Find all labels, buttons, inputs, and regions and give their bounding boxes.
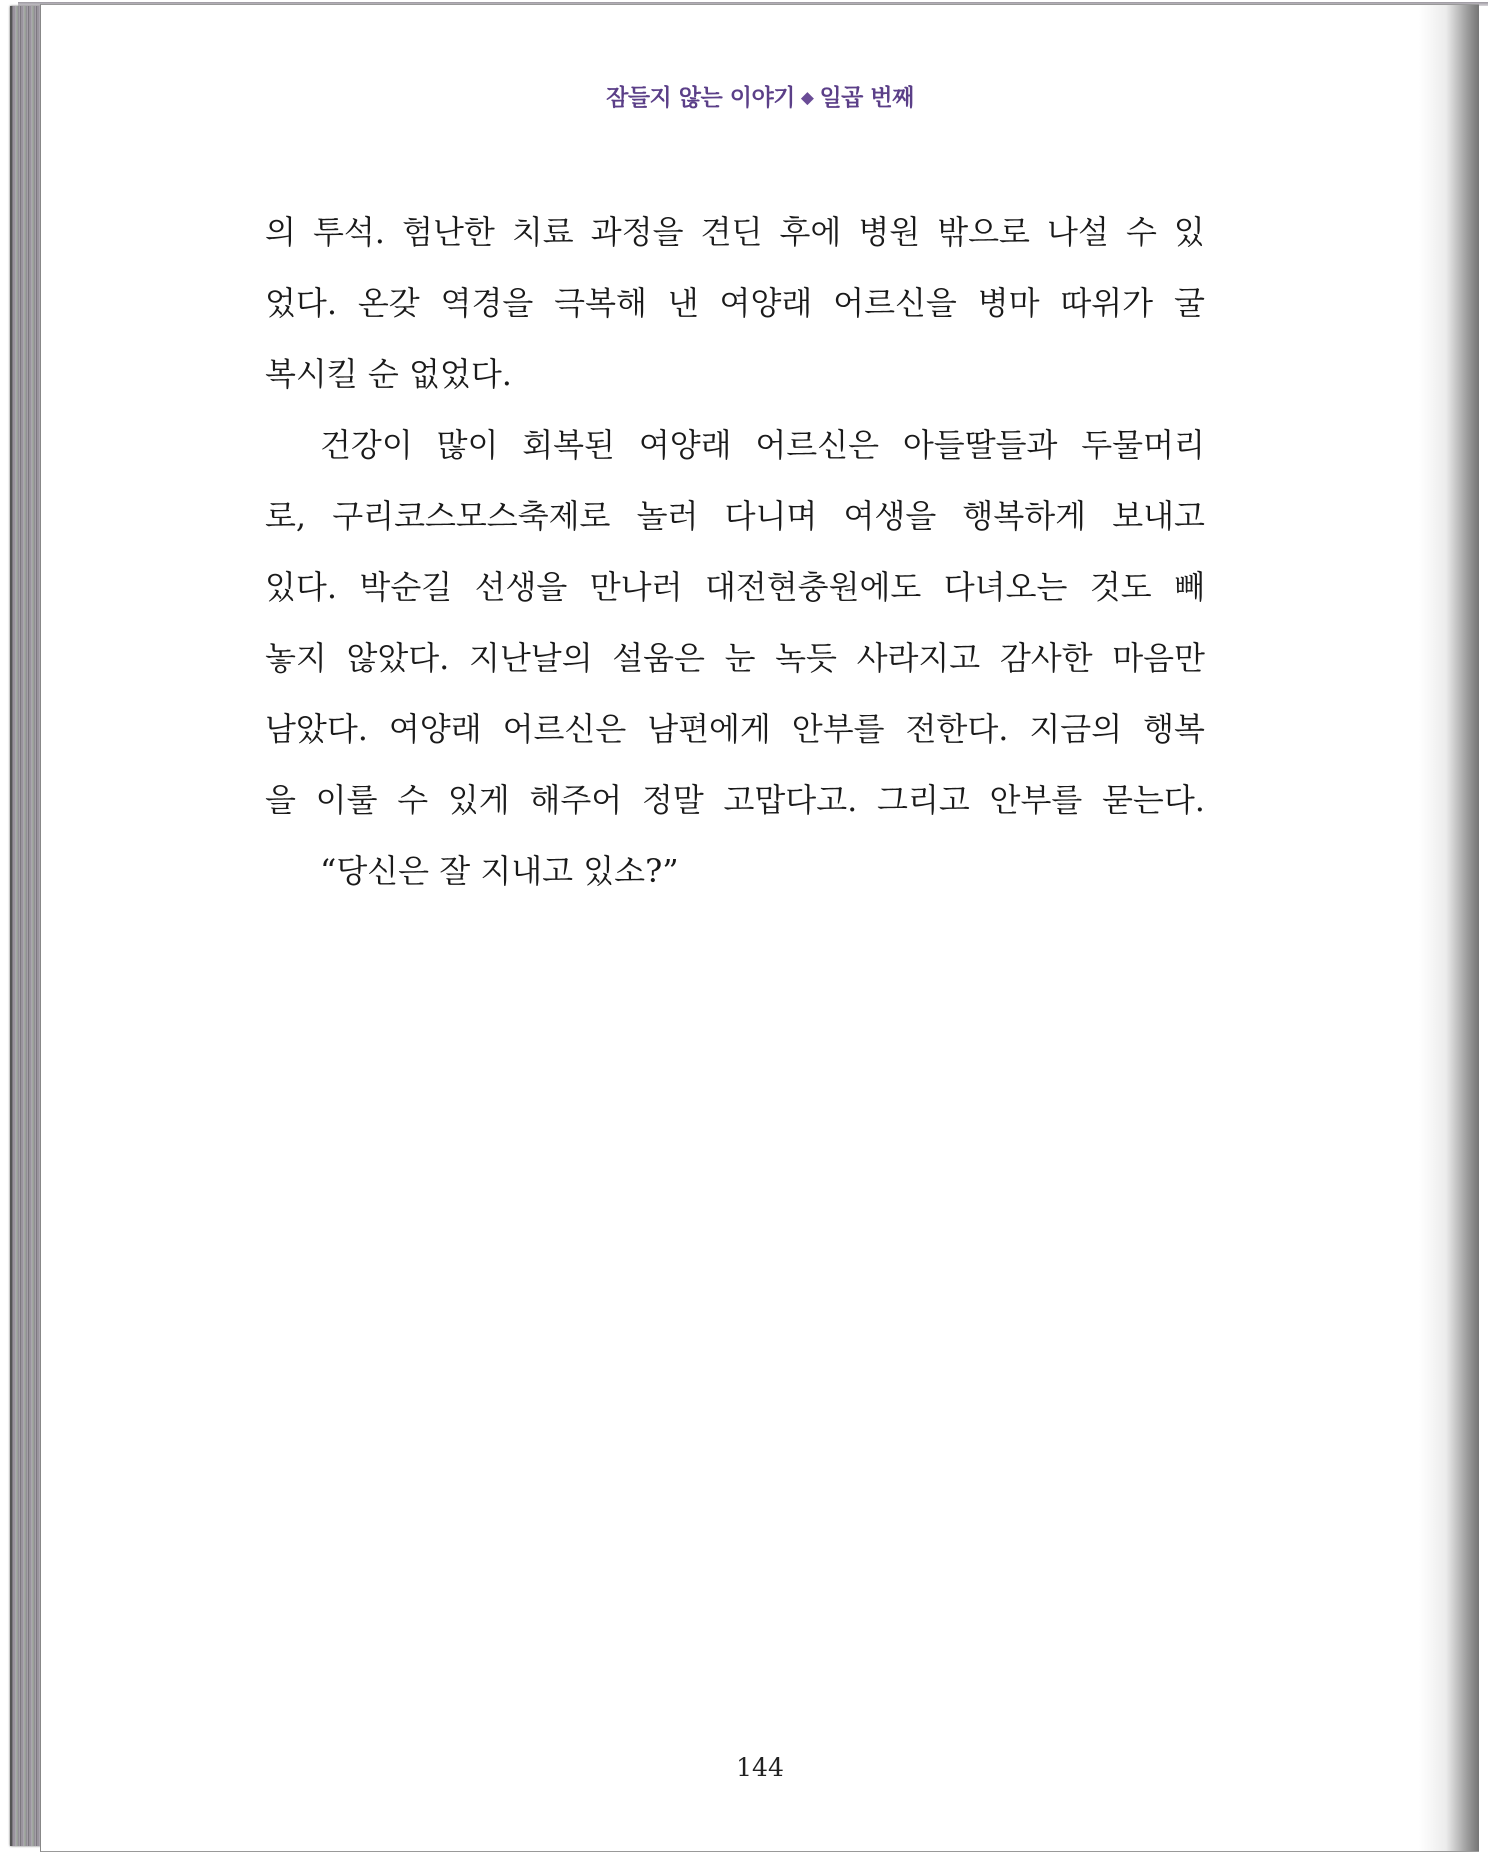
word: 과정을 — [590, 213, 684, 251]
word: 여생을 — [843, 497, 937, 535]
word: 을 — [265, 781, 296, 819]
word: 녹듯 — [775, 639, 837, 677]
word: 두물머리 — [1081, 426, 1205, 464]
word: 보내고 — [1112, 497, 1205, 535]
running-head — [41, 79, 1479, 112]
word: 수 — [397, 781, 429, 819]
word: 어르신을 — [833, 284, 957, 322]
word: 투석. — [312, 213, 385, 251]
word: 역경을 — [440, 284, 534, 322]
diamond-separator-icon: ◆ — [800, 88, 814, 108]
word: 것도 — [1089, 568, 1152, 606]
word: 많이 — [436, 426, 499, 464]
word: 빼 — [1174, 568, 1205, 606]
word: 없었다. — [409, 355, 512, 393]
word: 그리고 — [877, 781, 970, 819]
word: 여양래 — [388, 710, 482, 748]
page-number: 144 — [736, 1753, 784, 1782]
text-line — [265, 209, 1205, 280]
word: 사라지고 — [856, 639, 981, 677]
word: 지금의 — [1029, 710, 1123, 748]
word: 굴 — [1173, 284, 1205, 322]
running-head-chapter: 일곱 번째 — [819, 84, 914, 111]
text-line — [265, 422, 1205, 493]
word: 눈 — [724, 639, 756, 677]
word: 견딘 — [700, 213, 763, 251]
word: 었다. — [265, 284, 337, 322]
word: 있다. — [265, 568, 337, 606]
word: 수 — [1125, 213, 1157, 251]
word: 후에 — [779, 213, 842, 251]
word: 안부를 — [989, 781, 1083, 819]
word: 다니며 — [724, 497, 818, 535]
page-sheet — [40, 4, 1479, 1852]
word: 설움은 — [612, 639, 705, 677]
word: 안부를 — [791, 710, 885, 748]
text-line — [265, 280, 1205, 351]
word: 감사한 — [999, 639, 1093, 677]
word: 박순길 — [359, 568, 453, 606]
text-line — [265, 777, 1205, 848]
word: 여양래 — [638, 426, 732, 464]
word: 어르신은 — [502, 710, 627, 748]
text-line: “당신은 잘 지내고 있소?” — [320, 852, 679, 890]
text-line — [265, 635, 1205, 706]
word: 의 — [265, 213, 296, 251]
page-curl-shadow — [1419, 5, 1479, 1851]
word: 병마 — [977, 284, 1040, 322]
word: 어르신은 — [755, 426, 880, 464]
text-line — [265, 564, 1205, 635]
word: 행복 — [1143, 710, 1205, 748]
word: 병원 — [858, 213, 921, 251]
word: 않았다. — [346, 639, 450, 677]
word: 따위가 — [1060, 284, 1154, 322]
running-head-title: 잠들지 않는 이야기 — [606, 84, 795, 111]
word: 복시킬 — [265, 355, 368, 393]
text-line — [265, 351, 1205, 422]
word: 정말 — [641, 781, 704, 819]
word: 구리코스모스축제로 — [332, 497, 611, 535]
body-text — [265, 209, 1205, 919]
word: 이룰 — [315, 781, 378, 819]
word: 남편에게 — [647, 710, 771, 748]
word: 선생을 — [474, 568, 568, 606]
word: 지난날의 — [468, 639, 593, 677]
word: 남았다. — [265, 710, 368, 748]
word: 놓지 — [265, 639, 327, 677]
word: 여양래 — [719, 284, 813, 322]
word: 극복해 — [554, 284, 647, 322]
word: 순 — [367, 355, 410, 393]
word: 아들딸들과 — [902, 426, 1058, 464]
word: 치료 — [511, 213, 574, 251]
word: 다녀오는 — [943, 568, 1068, 606]
word: 온갖 — [357, 284, 420, 322]
word: 있게 — [447, 781, 510, 819]
word: 있 — [1173, 213, 1205, 251]
word: 묻는다. — [1102, 781, 1205, 819]
word: 행복하게 — [962, 497, 1087, 535]
word: 놀러 — [636, 497, 699, 535]
word: 만나러 — [589, 568, 683, 606]
word: 고맙다고. — [723, 781, 858, 819]
word: 낸 — [667, 284, 699, 322]
word: 로, — [265, 497, 307, 535]
word: 험난한 — [402, 213, 495, 251]
word: 밖으로 — [937, 213, 1030, 251]
word: 회복된 — [522, 426, 615, 464]
text-line — [265, 706, 1205, 777]
word: 해주어 — [529, 781, 623, 819]
text-line — [265, 493, 1205, 564]
word: 대전현충원에도 — [704, 568, 922, 606]
word: 전한다. — [905, 710, 1009, 748]
word: 건강이 — [320, 426, 413, 464]
word: 나설 — [1047, 213, 1109, 251]
word: 마음만 — [1112, 639, 1205, 677]
